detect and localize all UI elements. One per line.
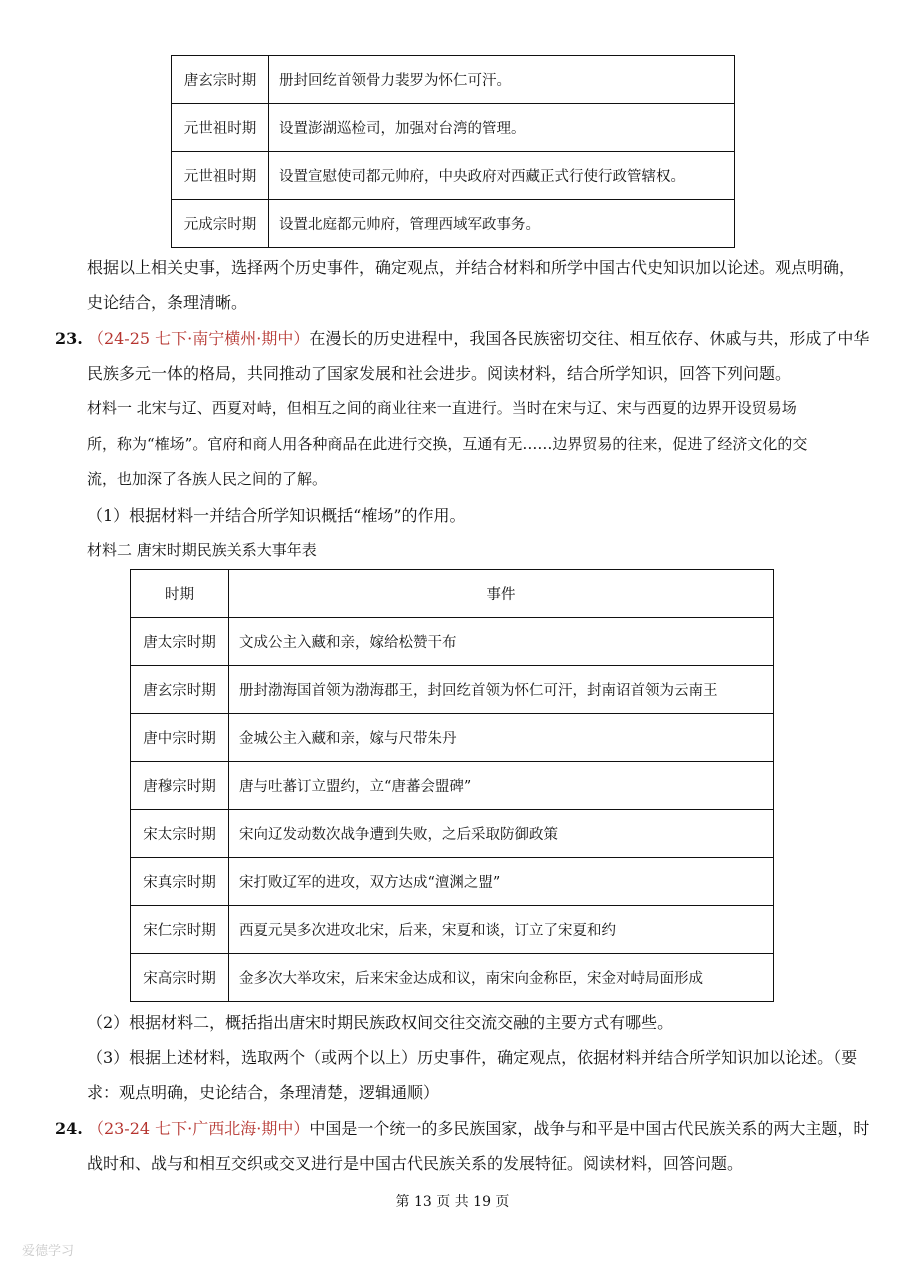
period-cell: 元世祖时期 — [172, 152, 269, 200]
table-row — [131, 810, 774, 858]
event-cell: 设置澎湖巡检司，加强对台湾的管理。 — [269, 104, 735, 152]
period-cell: 唐玄宗时期 — [172, 56, 269, 104]
question-3-line2: 求：观点明确，史论结合，条理清楚，逻辑通顺） — [87, 1083, 440, 1102]
table-row — [131, 906, 774, 954]
column-header-period: 时期 — [131, 570, 229, 618]
period-cell: 唐中宗时期 — [131, 714, 229, 762]
table-row — [172, 200, 735, 248]
period-cell: 宋太宗时期 — [131, 810, 229, 858]
q24-intro-line2: 战时和、战与和相互交织或交叉进行是中国古代民族关系的发展特征。阅读材料，回答问题。 — [87, 1154, 744, 1173]
source-tag: （23-24 七下·广西北海·期中） — [87, 1119, 310, 1138]
page-footer: 第 13 页 共 19 页 — [395, 1194, 510, 1210]
source-tag: （24-25 七下·南宁横州·期中） — [87, 329, 310, 348]
period-cell: 元世祖时期 — [172, 104, 269, 152]
table-row — [172, 152, 735, 200]
watermark: 爱德学习 — [22, 1244, 75, 1259]
event-cell: 唐与吐蕃订立盟约，立“唐蕃会盟碑” — [229, 762, 774, 810]
question-3-line1: （3）根据上述材料，选取两个（或两个以上）历史事件，确定观点，依据材料并结合所学知识加以论述。（要 — [87, 1048, 858, 1067]
q24-heading — [55, 1112, 869, 1146]
q24-intro-line1: 中国是一个统一的多民族国家，战争与和平是中国古代民族关系的两大主题，时 — [309, 1119, 870, 1138]
question-2: （2）根据材料二，概括指出唐宋时期民族政权间交往交流交融的主要方式有哪些。 — [87, 1013, 674, 1032]
period-cell: 元成宗时期 — [172, 200, 269, 248]
q23-intro-line2: 民族多元一体的格局，共同推动了国家发展和社会进步。阅读材料，结合所学知识，回答下列问题。 — [87, 364, 792, 383]
period-cell: 宋真宗时期 — [131, 858, 229, 906]
q23-heading — [55, 322, 869, 356]
table-row — [172, 104, 735, 152]
event-cell: 宋向辽发动数次战争遭到失败，之后采取防御政策 — [229, 810, 774, 858]
period-cell: 宋仁宗时期 — [131, 906, 229, 954]
period-cell: 唐太宗时期 — [131, 618, 229, 666]
q22-instruction-line1: 根据以上相关史事，选择两个历史事件，确定观点，并结合材料和所学中国古代史知识加以论述。观点明确， — [87, 258, 856, 277]
material1-line3: 流，也加深了各族人民之间的了解。 — [87, 470, 328, 488]
event-cell: 金多次大举攻宋，后来宋金达成和议，南宋向金称臣，宋金对峙局面形成 — [229, 954, 774, 1002]
event-cell: 册封渤海国首领为渤海郡王，封回纥首领为怀仁可汗，封南诏首领为云南王 — [229, 666, 774, 714]
event-cell: 册封回纥首领骨力裴罗为怀仁可汗。 — [269, 56, 735, 104]
events-table — [130, 569, 774, 1002]
column-header-event: 事件 — [229, 570, 774, 618]
material1-line2: 所，称为“榷场”。官府和商人用各种商品在此进行交换，互通有无……边界贸易的往来，促进了经济文化的交 — [87, 435, 808, 453]
q22-instruction-line2: 史论结合，条理清晰。 — [87, 293, 248, 312]
table-continuation — [171, 55, 735, 248]
question-number: 24. — [55, 1119, 83, 1138]
table-row — [131, 666, 774, 714]
period-cell: 唐玄宗时期 — [131, 666, 229, 714]
table-row — [131, 954, 774, 1002]
question-1: （1）根据材料一并结合所学知识概括“榷场”的作用。 — [87, 506, 466, 525]
material1-line1: 材料一 北宋与辽、西夏对峙，但相互之间的商业往来一直进行。当时在宋与辽、宋与西夏的边界开设贸易场 — [87, 399, 797, 417]
q23-intro-line1: 在漫长的历史进程中，我国各民族密切交往、相互依存、休戚与共，形成了中华 — [309, 329, 870, 348]
table-row — [131, 858, 774, 906]
question-number: 23. — [55, 329, 83, 348]
table-header-row — [131, 570, 774, 618]
table-row — [172, 56, 735, 104]
table-row — [131, 762, 774, 810]
material2-title: 材料二 唐宋时期民族关系大事年表 — [87, 541, 317, 559]
period-cell: 宋高宗时期 — [131, 954, 229, 1002]
event-cell: 设置宣慰使司都元帅府，中央政府对西藏正式行使行政管辖权。 — [269, 152, 735, 200]
event-cell: 西夏元昊多次进攻北宋，后来，宋夏和谈，订立了宋夏和约 — [229, 906, 774, 954]
table-row — [131, 618, 774, 666]
event-cell: 设置北庭都元帅府，管理西域军政事务。 — [269, 200, 735, 248]
event-cell: 文成公主入藏和亲，嫁给松赞干布 — [229, 618, 774, 666]
table-row — [131, 714, 774, 762]
period-cell: 唐穆宗时期 — [131, 762, 229, 810]
event-cell: 宋打败辽军的进攻，双方达成“澶渊之盟” — [229, 858, 774, 906]
event-cell: 金城公主入藏和亲，嫁与尺带朱丹 — [229, 714, 774, 762]
